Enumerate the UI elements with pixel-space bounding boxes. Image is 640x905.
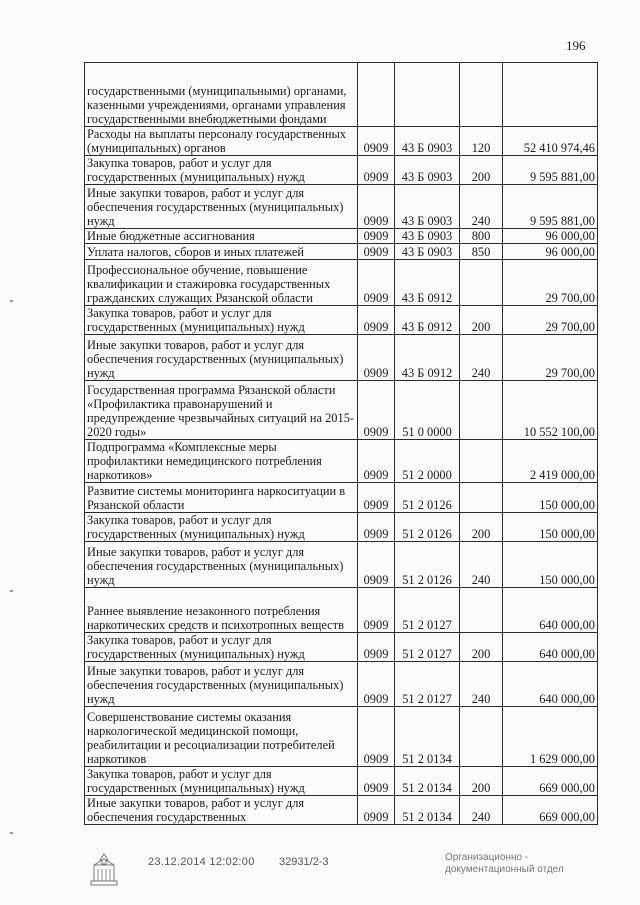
row-amount-cell: 96 000,00: [503, 229, 598, 244]
row-section-cell: 0909: [358, 513, 395, 542]
row-name-cell: Уплата налогов, сборов и иных платежей: [85, 244, 358, 260]
row-target-article-cell: 51 2 0126: [395, 483, 460, 513]
table-row: [85, 244, 598, 260]
budget-table: [84, 62, 598, 825]
row-section-cell: 0909: [358, 306, 395, 335]
row-amount-cell: 9 595 881,00: [503, 156, 598, 185]
row-section-cell: 0909: [358, 244, 395, 260]
footer-department-line1: Организационно -: [445, 852, 529, 863]
row-section-cell: 0909: [358, 156, 395, 185]
registry-emblem-icon: [88, 852, 120, 888]
row-expense-type-cell: 850: [460, 244, 503, 260]
row-amount-cell: 669 000,00: [503, 767, 598, 796]
row-target-article-cell: [395, 63, 460, 127]
row-target-article-cell: 51 2 0134: [395, 796, 460, 825]
row-section-cell: 0909: [358, 796, 395, 825]
row-amount-cell: 29 700,00: [503, 335, 598, 381]
row-name-cell: Подпрограмма «Комплексные меры профилактики немедицинского потребления наркотиков»: [85, 440, 358, 483]
row-section-cell: 0909: [358, 662, 395, 707]
row-section-cell: 0909: [358, 381, 395, 440]
row-amount-cell: 640 000,00: [503, 633, 598, 662]
row-name-cell: Закупка товаров, работ и услуг для государственных (муниципальных) нужд: [85, 306, 358, 335]
row-name-cell: Закупка товаров, работ и услуг для государственных (муниципальных) нужд: [85, 513, 358, 542]
row-section-cell: [358, 63, 395, 127]
row-target-article-cell: 51 2 0126: [395, 513, 460, 542]
row-expense-type-cell: 200: [460, 767, 503, 796]
row-target-article-cell: 51 2 0134: [395, 707, 460, 767]
row-section-cell: 0909: [358, 440, 395, 483]
row-name-cell: Совершенствование системы оказания наркологической медицинской помощи, реабилитации и ресоциализации потребителей наркотиков: [85, 707, 358, 767]
row-expense-type-cell: 240: [460, 796, 503, 825]
row-expense-type-cell: 240: [460, 335, 503, 381]
row-target-article-cell: 43 Б 0903: [395, 229, 460, 244]
footer-department: [445, 852, 564, 876]
table-row: [85, 381, 598, 440]
row-expense-type-cell: 200: [460, 633, 503, 662]
row-amount-cell: 669 000,00: [503, 796, 598, 825]
table-row: [85, 513, 598, 542]
table-row: [85, 767, 598, 796]
row-amount-cell: 29 700,00: [503, 260, 598, 306]
row-target-article-cell: 43 Б 0912: [395, 306, 460, 335]
row-section-cell: 0909: [358, 767, 395, 796]
table-row: [85, 127, 598, 156]
row-target-article-cell: 51 2 0127: [395, 662, 460, 707]
row-target-article-cell: 51 2 0127: [395, 633, 460, 662]
page-footer: [0, 852, 640, 892]
row-expense-type-cell: 240: [460, 542, 503, 588]
row-expense-type-cell: [460, 440, 503, 483]
row-target-article-cell: 43 Б 0912: [395, 260, 460, 306]
scan-mark: [10, 300, 13, 302]
row-target-article-cell: 51 2 0126: [395, 542, 460, 588]
row-target-article-cell: 51 2 0134: [395, 767, 460, 796]
row-amount-cell: 150 000,00: [503, 483, 598, 513]
row-expense-type-cell: 200: [460, 156, 503, 185]
row-expense-type-cell: [460, 63, 503, 127]
row-target-article-cell: 43 Б 0903: [395, 244, 460, 260]
row-target-article-cell: 51 2 0127: [395, 588, 460, 633]
row-section-cell: 0909: [358, 127, 395, 156]
table-row: [85, 260, 598, 306]
row-amount-cell: [503, 63, 598, 127]
row-target-article-cell: 43 Б 0903: [395, 156, 460, 185]
row-expense-type-cell: 800: [460, 229, 503, 244]
row-expense-type-cell: [460, 707, 503, 767]
row-amount-cell: 640 000,00: [503, 588, 598, 633]
row-expense-type-cell: [460, 588, 503, 633]
row-name-cell: государственными (муниципальными) органами, казенными учреждениями, органами управления государственными внебюджетными фондами: [85, 63, 358, 127]
row-section-cell: 0909: [358, 335, 395, 381]
row-section-cell: 0909: [358, 229, 395, 244]
table-row: [85, 156, 598, 185]
row-target-article-cell: 51 0 0000: [395, 381, 460, 440]
row-name-cell: Закупка товаров, работ и услуг для государственных (муниципальных) нужд: [85, 767, 358, 796]
table-row: [85, 633, 598, 662]
table-row: [85, 63, 598, 127]
row-expense-type-cell: 200: [460, 306, 503, 335]
row-section-cell: 0909: [358, 483, 395, 513]
row-amount-cell: 150 000,00: [503, 542, 598, 588]
table-row: [85, 335, 598, 381]
table-row: [85, 707, 598, 767]
row-section-cell: 0909: [358, 185, 395, 229]
row-expense-type-cell: 240: [460, 662, 503, 707]
row-target-article-cell: 43 Б 0912: [395, 335, 460, 381]
row-name-cell: Иные бюджетные ассигнования: [85, 229, 358, 244]
scan-mark: [10, 590, 13, 592]
row-target-article-cell: 43 Б 0903: [395, 185, 460, 229]
row-amount-cell: 96 000,00: [503, 244, 598, 260]
row-name-cell: Закупка товаров, работ и услуг для государственных (муниципальных) нужд: [85, 156, 358, 185]
table-row: [85, 306, 598, 335]
row-target-article-cell: 51 2 0000: [395, 440, 460, 483]
row-target-article-cell: 43 Б 0903: [395, 127, 460, 156]
row-section-cell: 0909: [358, 707, 395, 767]
row-amount-cell: 10 552 100,00: [503, 381, 598, 440]
row-name-cell: Иные закупки товаров, работ и услуг для обеспечения государственных: [85, 796, 358, 825]
scan-mark: [10, 832, 13, 834]
footer-document-id: 32931/2-3: [279, 856, 329, 868]
row-expense-type-cell: [460, 381, 503, 440]
row-expense-type-cell: 200: [460, 513, 503, 542]
row-name-cell: Государственная программа Рязанской области «Профилактика правонарушений и предупреждение чрезвычайных ситуаций на 2015-2020 годы»: [85, 381, 358, 440]
row-amount-cell: 1 629 000,00: [503, 707, 598, 767]
row-name-cell: Развитие системы мониторинга наркоситуации в Рязанской области: [85, 483, 358, 513]
row-name-cell: Иные закупки товаров, работ и услуг для обеспечения государственных (муниципальных) нужд: [85, 542, 358, 588]
row-name-cell: Закупка товаров, работ и услуг для государственных (муниципальных) нужд: [85, 633, 358, 662]
row-name-cell: Иные закупки товаров, работ и услуг для обеспечения государственных (муниципальных) нужд: [85, 662, 358, 707]
table-row: [85, 440, 598, 483]
row-expense-type-cell: [460, 260, 503, 306]
row-expense-type-cell: [460, 483, 503, 513]
row-name-cell: Раннее выявление незаконного потребления наркотических средств и психотропных веществ: [85, 588, 358, 633]
row-name-cell: Расходы на выплаты персоналу государственных (муниципальных) органов: [85, 127, 358, 156]
row-name-cell: Иные закупки товаров, работ и услуг для обеспечения государственных (муниципальных) нужд: [85, 335, 358, 381]
table-row: [85, 588, 598, 633]
table-row: [85, 662, 598, 707]
row-expense-type-cell: 240: [460, 185, 503, 229]
row-name-cell: Иные закупки товаров, работ и услуг для обеспечения государственных (муниципальных) нужд: [85, 185, 358, 229]
row-section-cell: 0909: [358, 588, 395, 633]
row-section-cell: 0909: [358, 260, 395, 306]
row-amount-cell: 52 410 974,46: [503, 127, 598, 156]
row-amount-cell: 9 595 881,00: [503, 185, 598, 229]
row-section-cell: 0909: [358, 633, 395, 662]
row-name-cell: Профессиональное обучение, повышение квалификации и стажировка государственных гражданских служащих Рязанской области: [85, 260, 358, 306]
table-row: [85, 542, 598, 588]
table-row: [85, 185, 598, 229]
table-row: [85, 796, 598, 825]
row-amount-cell: 29 700,00: [503, 306, 598, 335]
row-amount-cell: 640 000,00: [503, 662, 598, 707]
row-section-cell: 0909: [358, 542, 395, 588]
budget-table-body: [85, 63, 598, 825]
row-amount-cell: 150 000,00: [503, 513, 598, 542]
footer-department-line2: документационный отдел: [445, 864, 564, 875]
row-expense-type-cell: 120: [460, 127, 503, 156]
footer-timestamp: 23.12.2014 12:02:00: [148, 856, 255, 868]
page-number: 196: [566, 38, 586, 53]
row-amount-cell: 2 419 000,00: [503, 440, 598, 483]
table-row: [85, 229, 598, 244]
table-row: [85, 483, 598, 513]
